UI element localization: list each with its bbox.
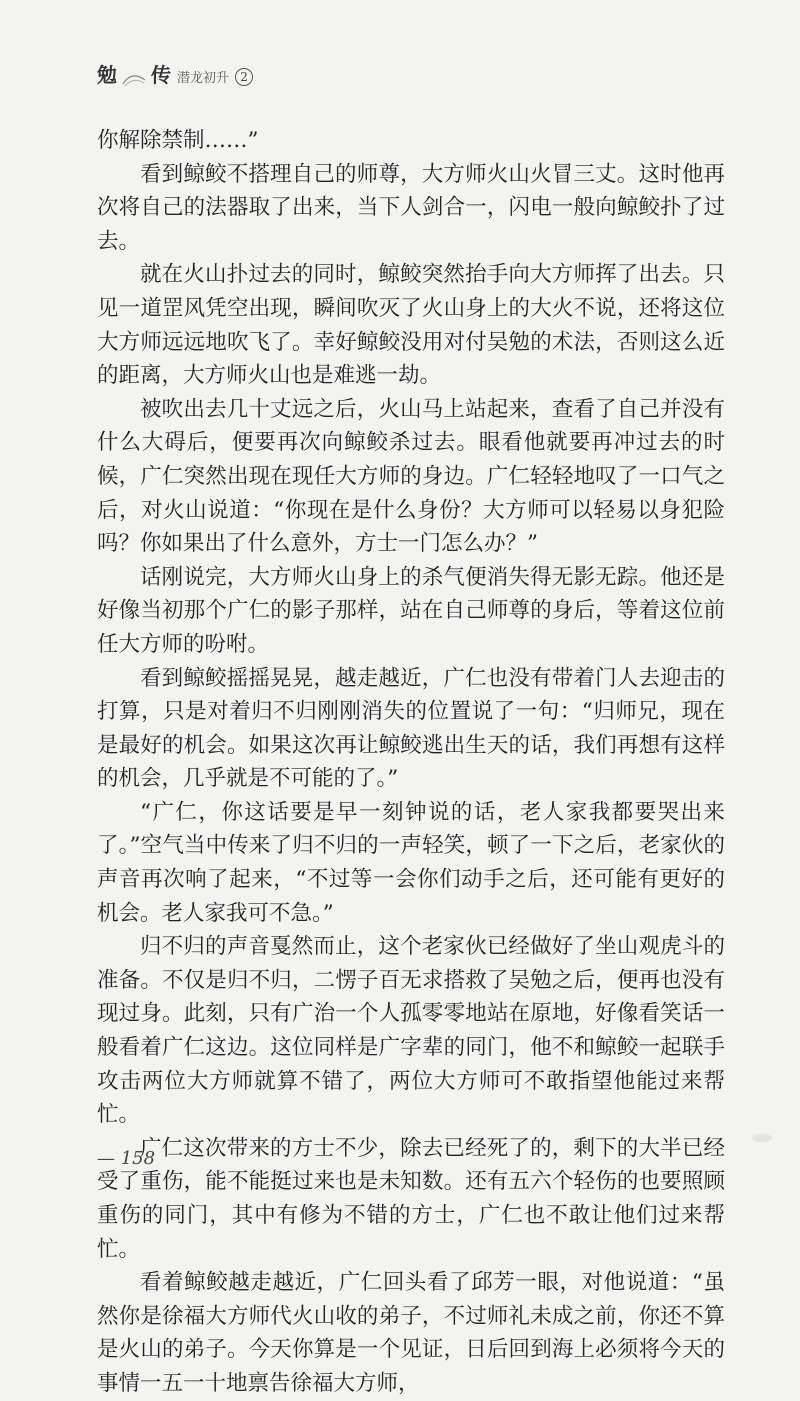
paragraph: 广仁这次带来的方士不少，除去已经死了的，剩下的大半已经受了重伤，能不能挺过来也是未知数。还有五六个轻伤的也要照顾重伤的同门，其中有修为不错的方士，广仁也不敢让他们过来帮忙。 bbox=[97, 1135, 725, 1262]
paragraph: “广仁，你这话要是早一刻钟说的话，老人家我都要哭出来了。”空气当中传来了归不归的一声轻笑，顿了一下之后，老家伙的声音再次响了起来，“不过等一会你们动手之后，还可能有更好的机会。老人家我可不急。” bbox=[97, 799, 725, 926]
page-number: — 158 bbox=[97, 1148, 156, 1169]
header-title-char-2: 传 bbox=[151, 63, 171, 87]
paragraph: 看着鲸鲛越走越近，广仁回头看了邱芳一眼，对他说道：“虽然你是徐福大方师代火山收的弟子，不过师礼未成之前，你还不算是火山的弟子。今天你算是一个见证，日后回到海上必须将今天的事情一五一十地禀告徐福大方师， bbox=[97, 1270, 725, 1396]
header-swoosh-ornament bbox=[121, 70, 147, 88]
header-volume-badge: 2 bbox=[235, 68, 253, 86]
paragraph: 看到鲸鲛不搭理自己的师尊，大方师火山火冒三丈。这时他再次将自己的法器取了出来，当下人剑合一，闪电一般向鲸鲛扑了过去。 bbox=[97, 161, 725, 254]
header-subtitle: 潜龙初升 bbox=[177, 71, 230, 86]
paragraph: 被吹出去几十丈远之后，火山马上站起来，查看了自己并没有什么大碍后，便要再次向鲸鲛杀过去。眼看他就要再冲过去的时候，广仁突然出现在现任大方师的身边。广仁轻轻地叹了一口气之后，对火山说道：“你现在是什么身份？大方师可以轻易以身犯险吗？你如果出了什么意外，方士一门怎么办？” bbox=[97, 396, 725, 557]
header-title-char-1: 勉 bbox=[97, 63, 117, 87]
paragraph: 话刚说完，大方师火山身上的杀气便消失得无影无踪。他还是好像当初那个广仁的影子那样，站在自己师尊的身后，等着这位前任大方师的吩咐。 bbox=[97, 564, 725, 657]
paragraph: 你解除禁制……” bbox=[97, 128, 259, 153]
running-header bbox=[97, 52, 253, 88]
paragraph: 看到鲸鲛摇摇晃晃，越走越近，广仁也没有带着门人去迎击的打算，只是对着归不归刚刚消失的位置说了一句：“归师兄，现在是最好的机会。如果这次再让鲸鲛逃出生天的话，我们再想有这样的机会，几乎就是不可能的了。” bbox=[97, 665, 725, 792]
body-text bbox=[97, 124, 725, 1401]
paragraph: 就在火山扑过去的同时，鲸鲛突然抬手向大方师挥了出去。只见一道罡风凭空出现，瞬间吹灭了火山身上的大火不说，还将这位大方师远远地吹飞了。幸好鲸鲛没用对付吴勉的术法，否则这么近的距离，大方师火山也是难逃一劫。 bbox=[97, 262, 725, 389]
scan-smudge bbox=[752, 1134, 772, 1142]
paragraph: 归不归的声音戛然而止，这个老家伙已经做好了坐山观虎斗的准备。不仅是归不归，二愣子百无求搭救了吴勉之后，便再也没有现过身。此刻，只有广治一个人孤零零地站在原地，好像看笑话一般看着广仁这边。这位同样是广字辈的同门，他不和鲸鲛一起联手攻击两位大方师就算不错了，两位大方师可不敢指望他能过来帮忙。 bbox=[97, 934, 725, 1128]
